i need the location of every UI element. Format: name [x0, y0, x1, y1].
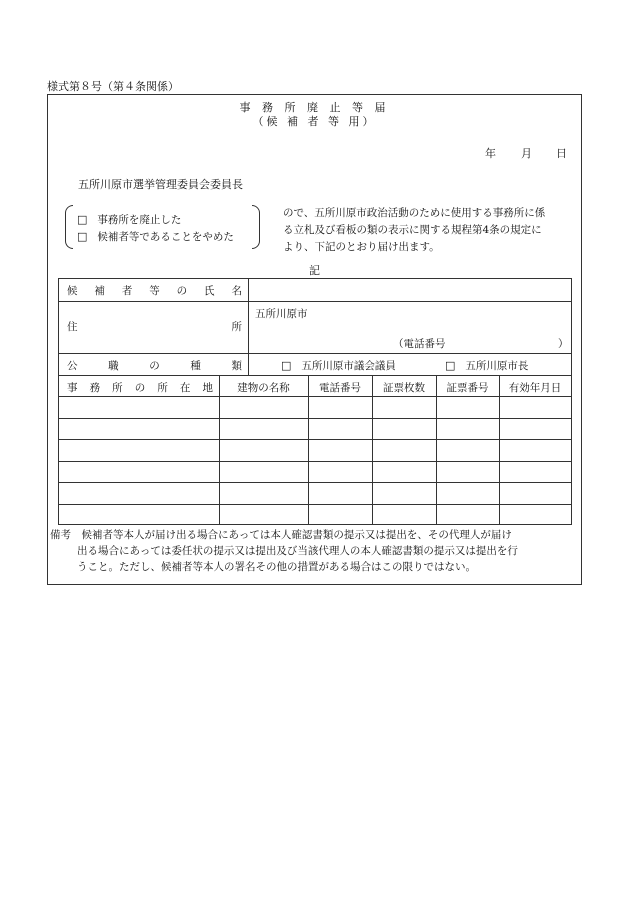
addressee: 五所川原市選挙管理委員会委員長 [78, 178, 243, 191]
option-city-council[interactable] [281, 358, 396, 373]
option-label: 五所川原市議会議員 [301, 360, 396, 372]
form-subtitle: （候 補 者 等 用） [252, 115, 377, 128]
table-row[interactable] [59, 419, 571, 439]
phone-label: （電話番号 [393, 338, 446, 350]
remarks [50, 527, 580, 575]
form-number: 様式第８号（第４条関係） [47, 80, 179, 93]
remarks-line: 出る場合にあっては委任状の提示又は提出及び当該代理人の本人確認書類の提示又は提出を行 [77, 545, 518, 557]
candidate-name-field[interactable] [251, 281, 569, 300]
right-bracket [252, 205, 260, 249]
statement-line: る立札及び看板の類の表示に関する規程第4条の規定に [283, 224, 542, 236]
remarks-line: 備考 候補者等本人が届け出る場合にあっては本人確認書類の提示又は提出を、その代理人が届け [50, 529, 512, 541]
table-row[interactable] [59, 483, 571, 503]
date-year: 年 [485, 147, 496, 160]
main-table [58, 278, 572, 525]
table-row[interactable] [59, 397, 571, 417]
header-building-name: 建物の名称 [237, 382, 290, 394]
statement-line: ので、五所川原市政治活動のために使用する事務所に係 [283, 207, 546, 219]
checkbox[interactable]: □ [77, 213, 88, 226]
choice-office-closed[interactable] [77, 212, 181, 227]
table-row[interactable] [59, 462, 571, 482]
choice-label: 候補者等であることをやめた [97, 231, 234, 243]
choice-candidacy-ended[interactable] [77, 229, 234, 244]
ki-heading: 記 [309, 264, 320, 277]
choice-group [65, 205, 260, 249]
statement [283, 205, 583, 256]
checkbox[interactable]: □ [77, 230, 88, 243]
checkbox[interactable]: □ [281, 359, 292, 372]
left-bracket [65, 205, 73, 249]
date-day: 日 [556, 147, 567, 160]
address-city: 五所川原市 [255, 308, 308, 320]
label-office-location: 事 務 所 の 所 在 地 [67, 382, 213, 394]
checkbox[interactable]: □ [445, 359, 456, 372]
header-certificate-count: 証票枚数 [383, 382, 425, 394]
choice-label: 事務所を廃止した [97, 214, 182, 226]
header-phone: 電話番号 [319, 382, 361, 394]
date-month: 月 [521, 147, 532, 160]
phone-close: ） [558, 338, 569, 350]
label-candidate-name: 候 補 者 等 の 氏 名 [67, 285, 242, 297]
label-address: 住 所 [67, 321, 242, 333]
table-row[interactable] [59, 505, 571, 524]
statement-line: より、下記のとおり届け出ます。 [283, 241, 440, 253]
option-label: 五所川原市長 [465, 360, 529, 372]
table-row[interactable] [59, 440, 571, 460]
remarks-line: うこと。ただし、候補者等本人の署名その他の措置がある場合はこの限りではない。 [77, 561, 476, 573]
label-office-type: 公 職 の 種 類 [67, 360, 242, 372]
form-title: 事 務 所 廃 止 等 届 [239, 101, 390, 114]
option-mayor[interactable] [445, 358, 528, 373]
header-certificate-number: 証票番号 [446, 382, 489, 394]
header-valid-until: 有効年月日 [508, 382, 562, 394]
